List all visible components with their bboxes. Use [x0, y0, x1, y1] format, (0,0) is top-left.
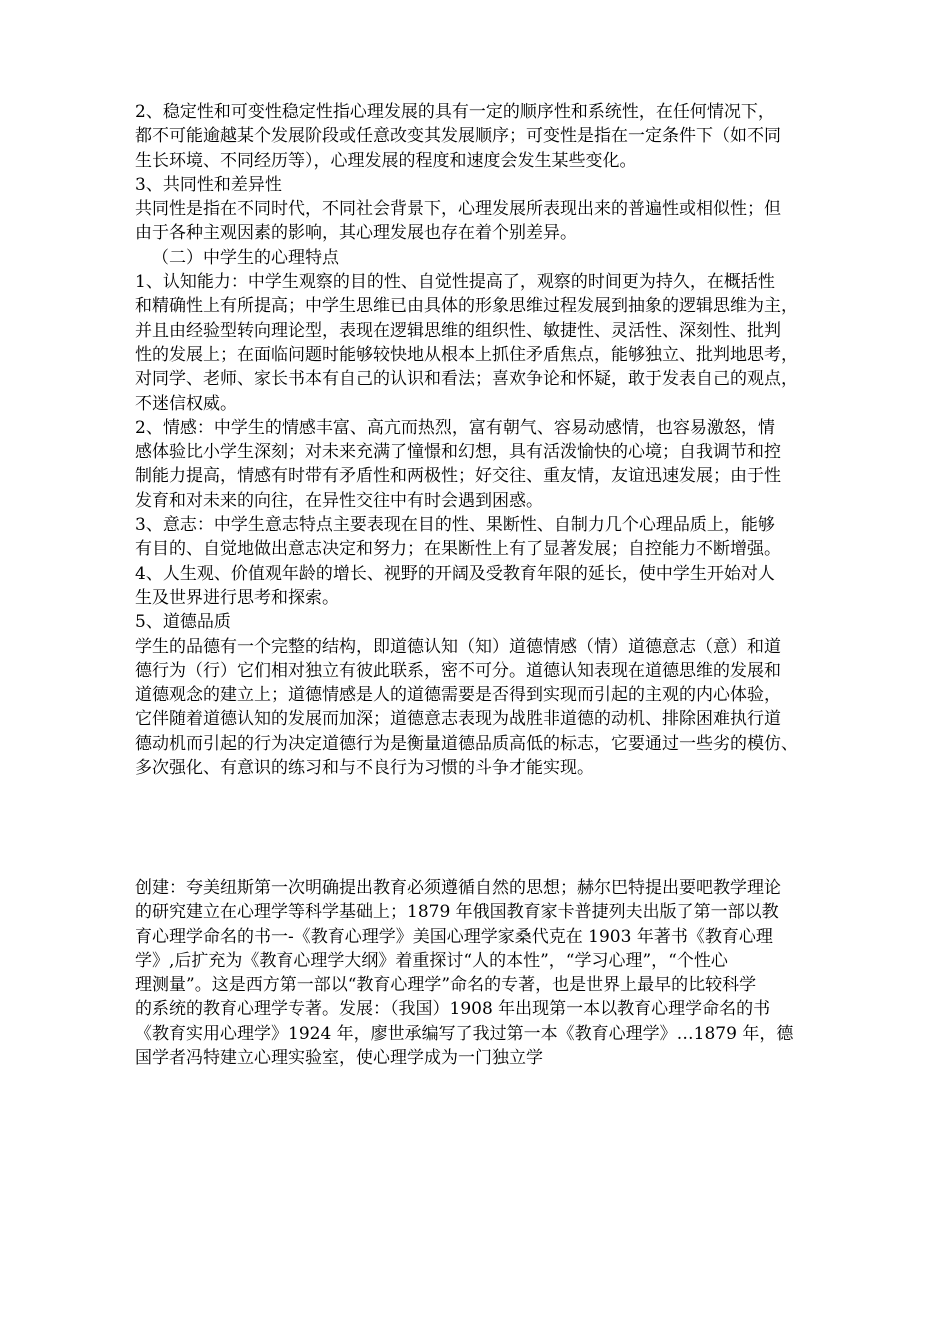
text-line: 育心理学命名的书一-《教育心理学》美国心理学家桑代克在 1903 年著书《教育心理 [135, 926, 773, 947]
text-line: 德行为（行）它们相对独立有彼此联系，密不可分。道德认知表现在道德思维的发展和 [135, 660, 781, 681]
text-line: 1、认知能力：中学生观察的目的性、自觉性提高了，观察的时间更为持久，在概括性 [135, 272, 775, 293]
text-line: 制能力提高，情感有时带有矛盾性和两极性；好交往、重友情，友谊迅速发展；由于性 [135, 466, 781, 487]
text-line: 并且由经验型转向理论型，表现在逻辑思维的组织性、敏捷性、灵活性、深刻性、批判 [135, 320, 781, 341]
text-line: 《教育实用心理学》1924 年，廖世承编写了我过第一本《教育心理学》…1879 年，德 [135, 1023, 794, 1044]
educational-psychology-history-section [135, 876, 880, 1070]
text-line: 道德观念的建立上；道德情感是人的道德需要是否得到实现而引起的主观的内心体验， [135, 685, 781, 706]
text-line: 的系统的教育心理学专著。发展：（我国）1908 年出现第一本以教育心理学命名的书 [135, 999, 771, 1020]
text-line: 2、情感：中学生的情感丰富、高亢而热烈，富有朝气、容易动感情，也容易激怒，情 [135, 417, 775, 438]
text-line: 共同性是指在不同时代，不同社会背景下，心理发展所表现出来的普遍性或相似性；但 [135, 199, 781, 220]
text-line: 2、稳定性和可变性稳定性指心理发展的具有一定的顺序性和系统性，在任何情况下， [135, 102, 775, 122]
text-line: 都不可能逾越某个发展阶段或任意改变其发展顺序；可变性是指在一定条件下（如不同 [135, 126, 781, 147]
text-line: 国学者冯特建立心理实验室，使心理学成为一门独立学 [135, 1048, 543, 1069]
text-line: 对同学、老师、家长书本有自己的认识和看法；喜欢争论和怀疑，敢于发表自己的观点， [135, 369, 798, 390]
text-line: 学生的品德有一个完整的结构，即道德认知（知）道德情感（情）道德意志（意）和道 [135, 636, 781, 657]
text-line: 它伴随着道德认知的发展而加深；道德意志表现为战胜非道德的动机、排除困难执行道 [135, 709, 781, 730]
section-heading: 5、道德品质 [135, 612, 231, 633]
text-line: 4、人生观、价值观年龄的增长、视野的开阔及受教育年限的延长，使中学生开始对人 [135, 563, 775, 584]
text-line: 3、意志：中学生意志特点主要表现在目的性、果断性、自制力几个心理品质上，能够 [135, 515, 775, 536]
text-line: 理测量”。这是西方第一部以“教育心理学”命名的专著，也是世界上最早的比较科学 [135, 975, 757, 996]
text-line: 学》,后扩充为《教育心理学大纲》着重探讨“人的本性”，“学习心理”，“个性心 [135, 950, 728, 971]
text-line: 创建：夸美纽斯第一次明确提出教育必须遵循自然的思想；赫尔巴特提出要吧教学理论 [135, 878, 781, 898]
section-heading: 3、共同性和差异性 [135, 174, 282, 195]
text-line: 由于各种主观因素的影响，其心理发展也存在着个别差异。 [135, 223, 577, 244]
text-line: 多次强化、有意识的练习和与不良行为习惯的斗争才能实现。 [135, 758, 594, 779]
text-line: 不迷信权威。 [135, 393, 237, 414]
section-heading: （二）中学生的心理特点 [152, 247, 339, 268]
text-line: 生及世界进行思考和探索。 [135, 587, 339, 608]
text-line: 德动机而引起的行为决定道德行为是衡量道德品质高低的标志，它要通过一些劣的模仿、 [135, 733, 798, 754]
text-line: 的研究建立在心理学等科学基础上；1879 年俄国教育家卡普捷列夫出版了第一部以教 [135, 902, 779, 923]
text-line: 发育和对未来的向往，在异性交往中有时会遇到困惑。 [135, 490, 543, 511]
text-line: 有目的、自觉地做出意志决定和努力；在果断性上有了显著发展；自控能力不断增强。 [135, 539, 781, 560]
psychology-development-section [135, 100, 880, 780]
text-line: 和精确性上有所提高；中学生思维已由具体的形象思维过程发展到抽象的逻辑思维为主， [135, 296, 798, 317]
text-line: 生长环境、不同经历等），心理发展的程度和速度会发生某些变化。 [135, 150, 637, 171]
text-line: 性的发展上；在面临问题时能够较快地从根本上抓住矛盾焦点，能够独立、批判地思考， [135, 344, 798, 365]
text-line: 感体验比小学生深刻；对未来充满了憧憬和幻想，具有活泼愉快的心境；自我调节和控 [135, 442, 781, 463]
